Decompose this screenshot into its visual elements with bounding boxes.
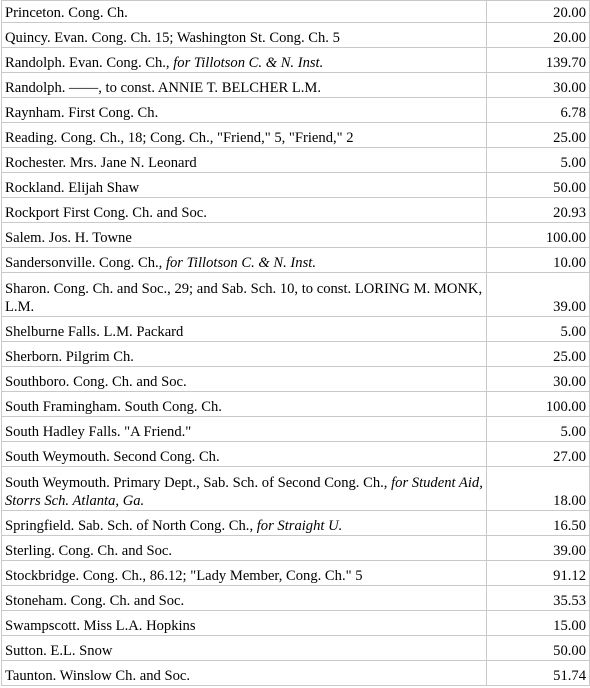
donor-cell — [2, 586, 487, 611]
donor-name: Princeton. Cong. Ch. — [5, 5, 128, 21]
donor-name: Salem. Jos. H. Towne — [5, 230, 132, 246]
amount-cell: 51.74 — [487, 661, 590, 686]
donor-name: South Weymouth. Primary Dept., Sab. Sch. of Second Cong. Ch., — [5, 475, 392, 491]
table-row — [2, 173, 590, 198]
amount-cell: 50.00 — [487, 173, 590, 198]
donor-name: Shelburne Falls. L.M. Packard — [5, 324, 184, 340]
table-row — [2, 586, 590, 611]
donor-cell — [2, 442, 487, 467]
amount-cell: 5.00 — [487, 148, 590, 173]
table-row — [2, 536, 590, 561]
donor-cell — [2, 636, 487, 661]
donations-table — [1, 0, 590, 686]
table-row — [2, 198, 590, 223]
amount-cell: 30.00 — [487, 367, 590, 392]
donor-cell — [2, 148, 487, 173]
donor-note: for Student Aid, Storrs Sch. Atlanta, Ga. — [5, 475, 483, 509]
amount-cell: 20.93 — [487, 198, 590, 223]
donor-cell — [2, 317, 487, 342]
donor-cell — [2, 23, 487, 48]
table-row — [2, 123, 590, 148]
donor-cell — [2, 48, 487, 73]
donor-cell — [2, 467, 487, 511]
donor-cell — [2, 392, 487, 417]
donor-cell — [2, 273, 487, 317]
table-row — [2, 342, 590, 367]
donor-note: for Straight U. — [256, 518, 343, 534]
table-row — [2, 48, 590, 73]
amount-cell: 18.00 — [487, 467, 590, 511]
donor-name: South Framingham. South Cong. Ch. — [5, 399, 222, 415]
amount-cell: 50.00 — [487, 636, 590, 661]
donor-name: Raynham. First Cong. Ch. — [5, 105, 159, 121]
donor-cell — [2, 1, 487, 23]
donor-cell — [2, 73, 487, 98]
donor-name: Sharon. Cong. Ch. and Soc., 29; and Sab. Sch. 10, to const. LORING M. MONK, L.M. — [5, 281, 483, 315]
donor-name: Reading. Cong. Ch., 18; Cong. Ch., "Friend," 5, "Friend," 2 — [5, 130, 354, 146]
amount-cell: 91.12 — [487, 561, 590, 586]
donor-name: Quincy. Evan. Cong. Ch. 15; Washington St. Cong. Ch. 5 — [5, 30, 340, 46]
table-row — [2, 1, 590, 23]
table-row — [2, 511, 590, 536]
table-row — [2, 417, 590, 442]
donor-cell — [2, 342, 487, 367]
table-row — [2, 611, 590, 636]
table-row — [2, 223, 590, 248]
donor-cell — [2, 536, 487, 561]
donor-name: Southboro. Cong. Ch. and Soc. — [5, 374, 187, 390]
amount-cell: 16.50 — [487, 511, 590, 536]
amount-cell: 100.00 — [487, 392, 590, 417]
amount-cell: 30.00 — [487, 73, 590, 98]
amount-cell: 15.00 — [487, 611, 590, 636]
donor-name: Rochester. Mrs. Jane N. Leonard — [5, 155, 197, 171]
table-row — [2, 661, 590, 686]
donor-cell — [2, 611, 487, 636]
amount-cell: 5.00 — [487, 417, 590, 442]
donor-name: Rockland. Elijah Shaw — [5, 180, 140, 196]
table-row — [2, 442, 590, 467]
donor-cell — [2, 661, 487, 686]
donor-name: Taunton. Winslow Ch. and Soc. — [5, 668, 190, 684]
donor-cell — [2, 173, 487, 198]
amount-cell: 10.00 — [487, 248, 590, 273]
donor-name: Springfield. Sab. Sch. of North Cong. Ch., — [5, 518, 257, 534]
donor-cell — [2, 123, 487, 148]
donor-cell — [2, 511, 487, 536]
table-row — [2, 636, 590, 661]
amount-cell: 35.53 — [487, 586, 590, 611]
donor-name: Sherborn. Pilgrim Ch. — [5, 349, 134, 365]
donor-name: Randolph. Evan. Cong. Ch., — [5, 55, 174, 71]
donor-cell — [2, 98, 487, 123]
table-row — [2, 248, 590, 273]
donor-name: Swampscott. Miss L.A. Hopkins — [5, 618, 196, 634]
donor-name: Sutton. E.L. Snow — [5, 643, 113, 659]
table-row — [2, 273, 590, 317]
table-row — [2, 367, 590, 392]
donor-note: for Tillotson C. & N. Inst. — [173, 55, 324, 71]
table-row — [2, 561, 590, 586]
amount-cell: 5.00 — [487, 317, 590, 342]
donor-note: for Tillotson C. & N. Inst. — [165, 255, 316, 271]
donor-cell — [2, 223, 487, 248]
donor-cell — [2, 248, 487, 273]
donor-cell — [2, 417, 487, 442]
table-row — [2, 148, 590, 173]
donor-cell — [2, 198, 487, 223]
table-row — [2, 467, 590, 511]
donor-name: Stockbridge. Cong. Ch., 86.12; "Lady Member, Cong. Ch." 5 — [5, 568, 363, 584]
donor-name: Sandersonville. Cong. Ch., — [5, 255, 166, 271]
donor-cell — [2, 367, 487, 392]
donor-name: South Hadley Falls. "A Friend." — [5, 424, 192, 440]
amount-cell: 20.00 — [487, 1, 590, 23]
donor-name: Rockport First Cong. Ch. and Soc. — [5, 205, 207, 221]
donor-cell — [2, 561, 487, 586]
table-row — [2, 73, 590, 98]
amount-cell: 100.00 — [487, 223, 590, 248]
donor-name: Stoneham. Cong. Ch. and Soc. — [5, 593, 185, 609]
amount-cell: 27.00 — [487, 442, 590, 467]
amount-cell: 20.00 — [487, 23, 590, 48]
donor-name: South Weymouth. Second Cong. Ch. — [5, 449, 220, 465]
amount-cell: 25.00 — [487, 342, 590, 367]
amount-cell: 6.78 — [487, 98, 590, 123]
amount-cell: 39.00 — [487, 273, 590, 317]
table-row — [2, 98, 590, 123]
amount-cell: 25.00 — [487, 123, 590, 148]
donor-name: Sterling. Cong. Ch. and Soc. — [5, 543, 173, 559]
table-row — [2, 317, 590, 342]
table-row — [2, 392, 590, 417]
amount-cell: 39.00 — [487, 536, 590, 561]
donor-name: Randolph. ——, to const. ANNIE T. BELCHER L.M. — [5, 80, 322, 96]
table-row — [2, 23, 590, 48]
amount-cell: 139.70 — [487, 48, 590, 73]
